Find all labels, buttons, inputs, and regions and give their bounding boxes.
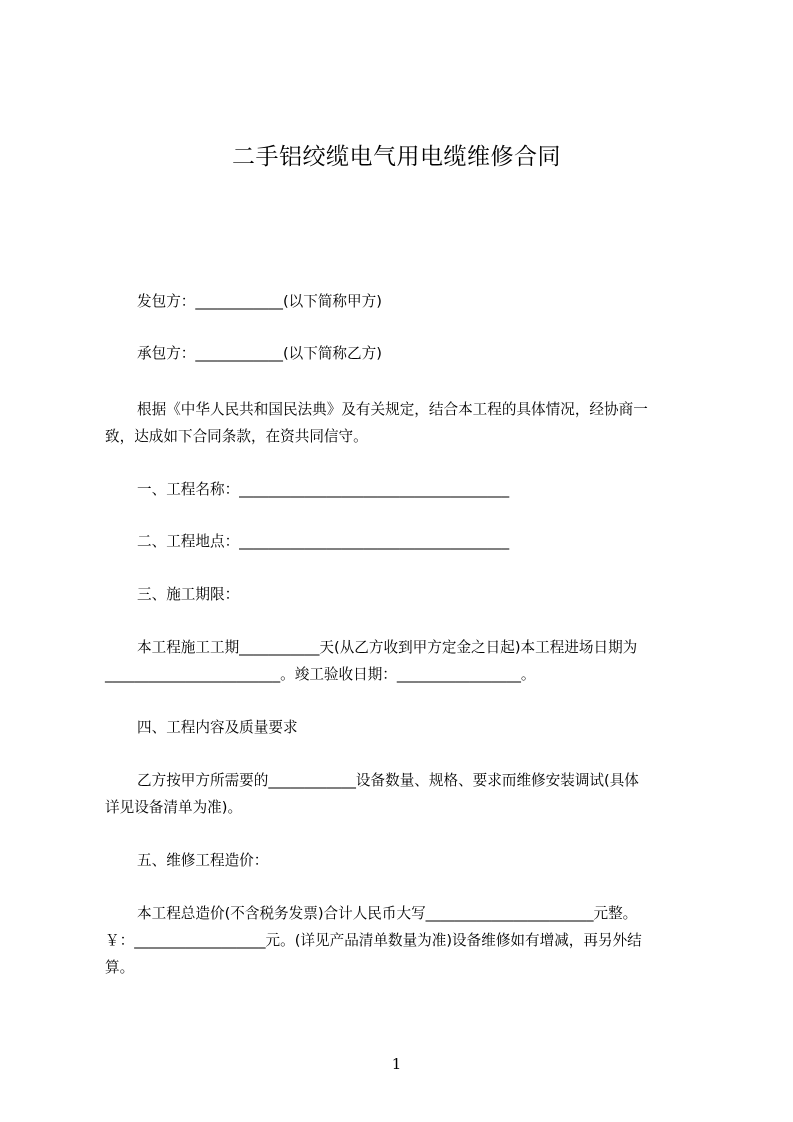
page-number: 1 [391,1055,402,1073]
section-1-project-name: 一、工程名称：_____________________________________ [137,481,510,498]
section-4-body-line-2: 详见设备清单为准)。 [105,799,243,816]
section-5-body-line-3: 算。 [105,959,135,976]
section-5-body-line-1: 本工程总造价(不含税务发票)合计人民币大写_______________________元整。 [137,905,638,922]
section-5-heading: 五、维修工程造价： [137,852,269,869]
section-4-heading: 四、工程内容及质量要求 [137,719,298,736]
section-3-body-line-2: ________________________。竣工验收日期：_________________。 [105,666,536,683]
preamble-line-2: 致，达成如下合同条款，在资共同信守。 [105,428,368,445]
section-2-project-location: 二、工程地点：_____________________________________ [137,533,510,550]
section-3-body-line-1: 本工程施工工期___________天(从乙方收到甲方定金之日起)本工程进场日期为 [137,639,638,656]
section-3-heading: 三、施工期限： [137,586,240,603]
contract-title: 二手铝绞缆电气用电缆维修合同 [232,144,561,170]
section-4-body-line-1: 乙方按甲方所需要的____________设备数量、规格、要求而维修安装调试(具体 [137,772,639,789]
section-5-body-line-2: ￥：__________________元。(详见产品清单数量为准)设备维修如有增减，再另外结 [105,932,642,949]
party-b-line: 承包方：____________(以下简称乙方) [137,345,382,362]
party-a-line: 发包方：____________(以下简称甲方) [137,293,382,310]
preamble-line-1: 根据《中华人民共和国民法典》及有关规定，结合本工程的具体情况，经协商一 [137,401,648,418]
